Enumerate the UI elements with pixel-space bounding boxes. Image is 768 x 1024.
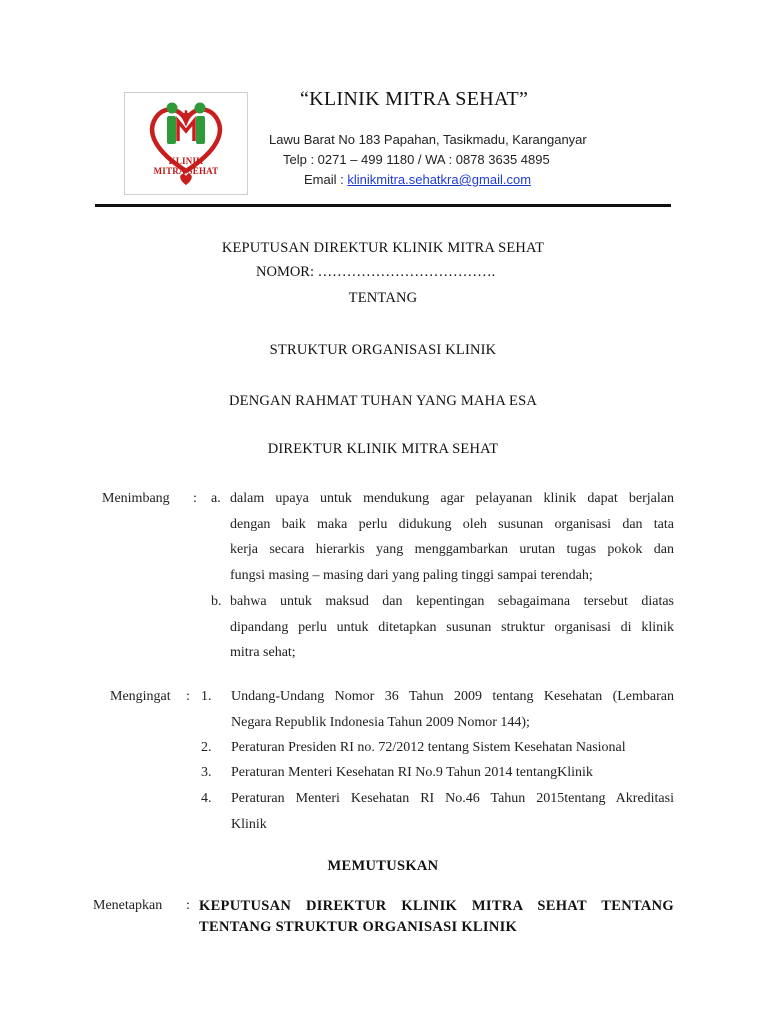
- mengingat-1-line-2: Negara Republik Indonesia Tahun 2009 Nomor 144);: [231, 714, 530, 730]
- menimbang-a-line-4: fungsi masing – masing dari yang paling tinggi sampai terendah;: [230, 567, 593, 583]
- email-link[interactable]: klinikmitra.sehatkra@gmail.com: [347, 172, 532, 187]
- menetapkan-decision: [199, 896, 674, 938]
- mengingat-marker-4: 4.: [201, 791, 212, 806]
- menimbang-a-line-1: dalam upaya untuk mendukung agar pelayanan klinik dapat berjalan: [230, 491, 674, 506]
- clinic-phone: Telp : 0271 – 499 1180 / WA : 0878 3635 4895: [283, 152, 550, 167]
- decree-number: NOMOR: ……………………………….: [256, 264, 496, 280]
- decree-title: KEPUTUSAN DIREKTUR KLINIK MITRA SEHAT: [221, 240, 545, 256]
- email-label: Email :: [304, 172, 348, 187]
- clinic-name: “KLINIK MITRA SEHAT”: [300, 88, 529, 110]
- menimbang-b-line-1: bahwa untuk maksud dan kepentingan sebagaimana tersebut diatas: [230, 594, 674, 609]
- grace-heading: DENGAN RAHMAT TUHAN YANG MAHA ESA: [228, 393, 538, 409]
- mengingat-marker-1: 1.: [201, 689, 212, 704]
- menimbang-b-line-2: dipandang perlu untuk ditetapkan susunan struktur organisasi di klinik: [230, 619, 674, 635]
- mengingat-4-line-2: Klinik: [231, 816, 267, 832]
- mengingat-item-3: [231, 760, 674, 786]
- menimbang-item-a: [230, 486, 674, 588]
- menimbang-marker-a: a.: [211, 491, 221, 506]
- memutuskan-heading: MEMUTUSKAN: [327, 858, 439, 874]
- menimbang-label: Menimbang: [102, 491, 170, 506]
- clinic-logo: [124, 92, 248, 195]
- mengingat-item-2: [231, 735, 674, 761]
- clinic-email-line: [304, 172, 531, 187]
- issuer-heading: DIREKTUR KLINIK MITRA SEHAT: [267, 441, 499, 457]
- mengingat-4-line-1: Peraturan Menteri Kesehatan RI No.46 Tahun 2015tentang Akreditasi: [231, 791, 674, 806]
- mengingat-item-4: [231, 786, 674, 837]
- menetapkan-colon: :: [186, 898, 190, 913]
- subject-heading: STRUKTUR ORGANISASI KLINIK: [269, 342, 497, 358]
- header-divider: [95, 204, 671, 207]
- mengingat-marker-2: 2.: [201, 740, 212, 755]
- menimbang-colon: :: [193, 491, 197, 506]
- mengingat-1-line-1: Undang-Undang Nomor 36 Tahun 2009 tentang Kesehatan (Lembaran: [231, 689, 674, 704]
- menetapkan-label: Menetapkan: [93, 898, 163, 913]
- logo-text-line1: KLINIK: [168, 156, 204, 166]
- mengingat-label: Mengingat: [110, 689, 171, 704]
- heart-people-logo-icon: [125, 93, 247, 194]
- clinic-address: Lawu Barat No 183 Papahan, Tasikmadu, Karanganyar: [269, 132, 587, 147]
- menimbang-item-b: [230, 589, 674, 666]
- menetapkan-line-2: TENTANG STRUKTUR ORGANISASI KLINIK: [199, 919, 518, 935]
- logo-text-line2: MITRA SEHAT: [153, 166, 219, 176]
- mengingat-3-line-1: Peraturan Menteri Kesehatan RI No.9 Tahun 2014 tentangKlinik: [231, 765, 593, 780]
- menimbang-b-line-3: mitra sehat;: [230, 645, 296, 660]
- menimbang-marker-b: b.: [211, 594, 222, 609]
- menimbang-a-line-3: kerja secara hierarkis yang menggambarkan urutan tugas pokok dan: [230, 542, 674, 557]
- menimbang-a-line-2: dengan baik maka perlu didukung oleh susunan organisasi dan tata: [230, 516, 674, 532]
- mengingat-2-line-1: Peraturan Presiden RI no. 72/2012 tentang Sistem Kesehatan Nasional: [231, 740, 626, 755]
- mengingat-colon: :: [186, 689, 190, 704]
- about-heading: TENTANG: [348, 290, 418, 306]
- menetapkan-line-1: KEPUTUSAN DIREKTUR KLINIK MITRA SEHAT TENTANG: [199, 898, 674, 914]
- mengingat-item-1: [231, 684, 674, 735]
- mengingat-marker-3: 3.: [201, 765, 212, 780]
